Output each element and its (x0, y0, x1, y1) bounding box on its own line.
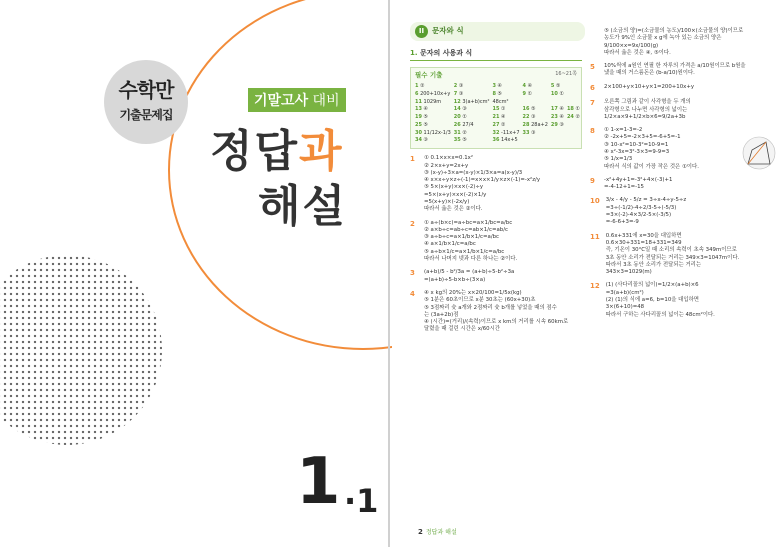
solution-number: 2 (410, 219, 415, 228)
solution-item (590, 63, 762, 78)
answer-page (392, 0, 776, 547)
unit-header (410, 22, 585, 41)
answer-key-number: 14 (453, 106, 461, 113)
answer-key-answer: ③ (457, 90, 464, 97)
answer-key-number: 24 (566, 114, 574, 121)
unit-number: II (415, 25, 428, 38)
solution-line: 3/x - 4/y - 5/z = 3÷x-4÷y-5÷z (605, 197, 687, 204)
left-solutions (410, 155, 582, 334)
answer-key-cell (415, 137, 451, 144)
answer-key-answer: ② (499, 121, 506, 128)
solution-line: 3×(6+10)=48 (605, 304, 645, 311)
solution-line: ⑤ (소금의 양)=(소금물의 농도)/100×(소금물의 양)이므로 (604, 28, 744, 34)
answer-key-cell (492, 83, 519, 90)
answer-key-number: 9 (522, 90, 527, 97)
cover-title-line2: 해설 (258, 181, 348, 232)
answer-key-cell (551, 99, 564, 106)
answer-key-answer: ④ (499, 114, 506, 121)
answer-key-number: 27 (492, 121, 500, 128)
solution-body (424, 155, 582, 213)
answer-key-answer: ⑤ (421, 114, 429, 121)
exam-tag (248, 88, 346, 112)
footer-label: 정답과 해설 (425, 528, 457, 536)
solution-item (590, 99, 762, 121)
answer-key-number: 23 (550, 114, 558, 121)
answer-key-cell (454, 114, 490, 121)
unit-title: 문자와 식 (432, 26, 464, 36)
solution-line: 1/2×a×9+1/2×b×6=9/2a+3b (604, 113, 686, 120)
answer-key-answer: ① (557, 90, 564, 97)
answer-key-answer: 200+10x+y (418, 90, 451, 97)
solution-item (590, 233, 762, 277)
exam-tag-thin: 대비 (308, 93, 340, 109)
answer-key-cell (567, 83, 580, 90)
right-solutions (590, 28, 762, 319)
answer-key-number: 28 (522, 121, 530, 128)
answer-key-cell (523, 122, 548, 129)
answer-key-number: 13 (415, 106, 422, 113)
solution-line: ⑤ a÷b×1/c=a×1/b×1/c=a/bc (424, 248, 505, 255)
answer-key-number: 34 (415, 137, 422, 144)
answer-key-number: 22 (522, 114, 530, 121)
answer-key-answer: 28a+2 (529, 121, 548, 128)
answer-key-answer: ④ (495, 83, 503, 90)
answer-key-number: 4 (522, 83, 527, 90)
solution-line: ③ (x-y)÷3×a=(x-y)×1/3×a=a(x-y)/3 (424, 169, 523, 176)
answer-key-cell (492, 91, 519, 98)
answer-key-answer: ③ (421, 137, 429, 144)
section-title (410, 49, 582, 61)
solution-body (424, 220, 582, 264)
solution-line: (1) (사다리꼴의 넓이)=1/2×(a+b)×6 (605, 282, 699, 289)
solution-line: ④ x²-3x=3²-3×3=9-9=3 (604, 149, 670, 155)
answer-key-answer: ① (526, 90, 533, 97)
answer-key-cell (551, 122, 564, 129)
answer-key-answer: 3(a+b)cm² (460, 98, 490, 105)
answer-key-answer: ② (573, 114, 580, 121)
answer-key-number: 3 (492, 83, 496, 90)
cover-title-b: 과 (299, 126, 344, 177)
answer-key-cell (415, 130, 451, 137)
solution-number: 8 (590, 127, 595, 136)
solution-line: ⑤ 3점짜리 슛 a개와 2점짜리 슛 b개를 넣었을 때의 점수 (424, 304, 557, 311)
solution-line: ③ a÷b÷c=a×1/b×1/c=a/bc (424, 234, 500, 241)
solution-line: ② -2x+5=-2×3+5=-6+5=-1 (604, 134, 681, 141)
solution-line: ④ x kg의 20%는 x×20/100=1/5x(kg) (424, 289, 522, 296)
page-number: 2 (418, 527, 423, 536)
answer-key-answer: ③ (457, 83, 464, 90)
answer-key-cell (454, 130, 490, 137)
answer-key-number: 26 (453, 121, 461, 128)
answer-key-cell (551, 114, 564, 121)
answer-key-number: 2 (453, 83, 458, 90)
answer-key-answer: ⑤ (460, 137, 467, 144)
quadrilateral-diagram (742, 136, 776, 170)
answer-key-cell (454, 122, 490, 129)
answer-key-number: 18 (566, 106, 574, 113)
answer-key-number: 21 (492, 114, 500, 121)
solution-item (590, 28, 762, 57)
solution-line: ⑤ 1분은 60초이므로 x분 30초는 (60x+30)초 (424, 297, 536, 304)
solution-number: 10 (590, 197, 600, 206)
solution-line: 삼각형으로 나누면 사각형의 넓이는 (604, 106, 688, 113)
answer-key-number: 7 (453, 90, 458, 97)
solution-line: 9/100×x=9x/100(g) (604, 42, 659, 49)
answer-key-number: 12 (453, 98, 461, 105)
answer-key-number: 25 (415, 121, 422, 128)
solution-line: ① a÷(b×c)=a÷bc=a×1/bc=a/bc (424, 219, 513, 226)
left-column (410, 22, 582, 334)
answer-key-grid (415, 83, 580, 144)
solution-line: -x²+4y+1=-3²+4×(-3)+1 (604, 176, 673, 183)
solution-line: (2) (1)의 식에 a=6, b=10을 대입하면 (605, 297, 700, 304)
answer-key-answer: ③ (529, 114, 536, 121)
answer-key-cell (415, 91, 451, 98)
solution-line: 따라서 옳은 것은 ④, ⑤이다. (604, 49, 671, 56)
solution-line: 0.6x+331에 x=30을 대입하면 (605, 232, 682, 239)
answer-key-cell (523, 106, 548, 113)
solution-number (590, 28, 598, 57)
solution-number: 3 (410, 269, 415, 278)
answer-key-cell (492, 99, 519, 106)
answer-key-number: 33 (522, 129, 530, 136)
answer-key-cell (454, 99, 490, 106)
solution-line: =-4-12+1=-15 (604, 184, 644, 191)
answer-key-cell (567, 130, 580, 137)
solution-line: 즉, 기온이 30°C일 때 소리의 속력이 초속 349m이므로 (605, 247, 737, 254)
answer-key-answer: ② (418, 83, 425, 90)
solution-number: 6 (590, 83, 595, 92)
answer-key-answer: ① (573, 106, 580, 113)
answer-key-cell (523, 130, 548, 137)
book-spine (388, 0, 390, 547)
solution-number: 9 (590, 176, 595, 185)
decorative-dot-circle (0, 255, 162, 445)
answer-key-title-b: 기출 (427, 71, 443, 80)
solution-line: 따라서 옳은 것은 ②이다. (424, 206, 483, 213)
answer-key-answer: ④ (557, 114, 564, 121)
answer-key-page-range: 16~21쪽 (555, 71, 577, 78)
solution-item (590, 197, 762, 226)
answer-key-answer: ⑤ (421, 121, 429, 128)
solution-body (606, 197, 762, 226)
answer-key-answer: ③ (529, 129, 536, 136)
answer-key-cell (523, 91, 548, 98)
answer-key-answer: ① (499, 106, 506, 113)
answer-key-cell (567, 99, 580, 106)
answer-key-number: 8 (492, 90, 496, 97)
answer-key-number: 32 (492, 129, 500, 136)
solution-body (606, 233, 762, 277)
answer-key-cell (454, 106, 490, 113)
answer-key-number: 30 (415, 129, 422, 136)
series-logo-line1: 수학만 (118, 78, 174, 102)
series-logo-badge (104, 60, 188, 144)
answer-key-answer: ② (460, 129, 467, 136)
solution-line: ③ 10-x²=10-3²=10-9=1 (604, 141, 669, 148)
solution-body (604, 28, 762, 57)
solution-line: =(a+b)÷5-b×b÷(3×a) (424, 276, 486, 283)
solution-number: 4 (410, 289, 415, 298)
solution-body (604, 99, 762, 121)
solution-body (604, 127, 762, 171)
answer-key-cell (523, 83, 548, 90)
answer-key-cell (551, 83, 564, 90)
answer-key-cell (492, 106, 519, 113)
answer-key-number: 10 (550, 90, 558, 97)
answer-key-cell (415, 106, 451, 113)
solution-line: =3×(-2)-4×3/2-5×(-3/5) (605, 212, 672, 219)
answer-key-header (415, 71, 577, 80)
solution-line: ④ (시간)=(거리)/(속력)이므로 x km의 거리를 시속 60km로 (424, 319, 569, 326)
answer-key-number: 15 (492, 106, 500, 113)
answer-key-cell (492, 122, 519, 129)
series-logo-line2: 기출문제집 (119, 108, 173, 122)
solution-item (410, 269, 582, 284)
solution-line: =-6-6+3=-9 (605, 219, 639, 226)
answer-key-cell (523, 114, 548, 121)
answer-key-number: 29 (550, 121, 558, 128)
grade-semester: ·1 (344, 482, 379, 520)
solution-line: ① 1-x=1-3=-2 (604, 127, 643, 134)
solution-line: ① 0.1×x×x=0.1x² (424, 155, 473, 162)
answer-key-number: 11 (415, 98, 422, 105)
answer-key-cell (551, 91, 564, 98)
solution-line: 따라서 3초 동안 소리가 전달되는 거리는 (605, 261, 702, 268)
right-column (590, 22, 762, 319)
answer-key-cell (454, 83, 490, 90)
solution-number: 7 (590, 99, 595, 108)
answer-key-cell (492, 137, 519, 144)
solution-number: 1 (410, 155, 415, 164)
solution-number: 11 (590, 232, 600, 241)
answer-key-answer: ③ (557, 121, 564, 128)
answer-key-cell (551, 106, 564, 113)
answer-key-title-a: 필수 (415, 71, 428, 80)
answer-key-number: 19 (415, 114, 422, 121)
answer-key-cell (567, 91, 580, 98)
solution-line: (a+b)/5 - b²/3a = (a+b)÷5-b²÷3a (424, 269, 515, 276)
answer-key-cell (567, 114, 580, 121)
solution-number: 12 (590, 282, 600, 291)
answer-key-cell (523, 99, 548, 106)
solution-item (590, 84, 762, 93)
solution-body (424, 269, 582, 284)
answer-key-answer: ④ (557, 106, 564, 113)
answer-key-cell (492, 130, 519, 137)
solution-line: ⑤ 5×(x+y)×x×(-2)÷y (424, 184, 484, 191)
solution-line: 는 (3a+2b)점 (424, 311, 459, 318)
solution-line: 농도가 9%인 소금물 x g에 녹아 있는 소금의 양은 (604, 35, 722, 42)
answer-key-number: 5 (550, 83, 555, 90)
solution-line: =3÷(-1/2)-4÷2/3-5÷(-5/3) (605, 204, 677, 211)
answer-key-answer: 27/4 (460, 121, 474, 128)
answer-key-answer: ⑤ (495, 90, 503, 97)
answer-key-answer: 48cm² (492, 98, 509, 105)
solution-line: 0.6×30+331=18+331=349 (605, 239, 682, 246)
answer-key-answer: 14x+5 (499, 137, 518, 144)
answer-key-answer: ④ (526, 83, 533, 90)
answer-key-cell (415, 122, 451, 129)
solution-line: 달렸을 때 걸린 시간은 x/60시간 (424, 326, 501, 333)
solution-item (590, 282, 762, 318)
solution-number: 5 (590, 63, 595, 72)
answer-key-answer: 11/12x-1/3 (421, 129, 451, 136)
solution-line: =5(x+y)×(-2x/y) (424, 198, 470, 205)
answer-key-box (410, 67, 582, 149)
answer-key-number: 6 (415, 90, 419, 97)
page-footer (418, 528, 457, 537)
answer-key-cell (523, 137, 548, 144)
solution-line: ② a×b÷c=ab÷c=ab×1/c=ab/c (424, 226, 508, 233)
answer-key-number: 31 (453, 129, 461, 136)
solution-item (410, 290, 582, 334)
solution-item (590, 127, 762, 171)
answer-key-cell (567, 137, 580, 144)
solution-line: ⑤ 1/x=1/3 (604, 156, 633, 163)
solution-line: 따라서 식의 값이 가장 작은 것은 ①이다. (604, 163, 699, 170)
answer-key-answer: ⑤ (529, 106, 536, 113)
solution-body (604, 177, 762, 192)
cover-title-a: 정답 (210, 126, 300, 177)
grade-number: 1 (296, 445, 341, 519)
answer-key-cell (567, 122, 580, 129)
answer-key-number: 1 (415, 83, 419, 90)
answer-key-cell (454, 137, 490, 144)
answer-key-number: 35 (453, 137, 461, 144)
solution-line: 따라서 구하는 사다리꼴의 넓이는 48cm²이다. (605, 311, 715, 318)
answer-key-answer: ③ (460, 106, 467, 113)
solution-line: ④ x×x÷y×z÷(-1)=x×x×1/y×z×(-1)=-x²z/y (424, 177, 541, 184)
answer-key-cell (567, 106, 580, 113)
answer-key-cell (415, 114, 451, 121)
answer-key-number: 20 (453, 114, 461, 121)
solution-item (410, 220, 582, 264)
answer-key-cell (551, 137, 564, 144)
answer-key-answer: -11x+7 (499, 129, 520, 136)
answer-key-number: 16 (522, 106, 530, 113)
solution-item (410, 155, 582, 213)
solution-body (604, 84, 762, 93)
solution-line: =5×(x+y)×x×(-2)×1/y (424, 191, 487, 198)
section-number: 1. (410, 49, 418, 57)
solution-line: 343×3=1029(m) (605, 269, 652, 276)
solution-line: 2×100+y×10+y×1=200+10x+y (604, 83, 695, 90)
answer-key-number: 17 (550, 106, 558, 113)
solution-line: =3(a+b)(cm²) (605, 289, 644, 296)
solution-item (590, 177, 762, 192)
solution-line: ④ a×1/b×1/c=a/bc (424, 241, 476, 248)
answer-key-cell (454, 91, 490, 98)
solution-line: ② 2×x+y=2x+y (424, 162, 469, 169)
solution-body (604, 63, 762, 78)
solution-body (606, 282, 762, 318)
solution-line: 3초 동안 소리가 전달되는 거리는 349×3=1047m이다. (605, 254, 740, 261)
answer-key-cell (415, 99, 451, 106)
solution-body (424, 290, 582, 334)
answer-key-cell (415, 83, 451, 90)
answer-key-answer: 1029m (421, 98, 442, 105)
section-title-text: 문자의 사용과 식 (419, 49, 473, 57)
answer-key-cell (492, 114, 519, 121)
answer-key-cell (551, 130, 564, 137)
exam-tag-bold: 기말고사 (254, 93, 309, 109)
solution-line: 10%씩에 a원인 연필 한 자루의 가격은 a/10원이므로 b원을 (604, 63, 746, 70)
solution-line: 오른쪽 그림과 같이 사각형을 두 개의 (604, 99, 691, 106)
answer-key-answer: ① (460, 114, 467, 121)
solution-line: 따라서 나머지 넷과 다른 하나는 ②이다. (424, 256, 518, 263)
solution-line: 냈을 때의 거스름돈은 (b-a/10)원이다. (604, 70, 695, 77)
answer-key-answer: ④ (421, 106, 429, 113)
answer-key-title (415, 71, 442, 80)
answer-key-answer: ⑤ (554, 83, 561, 90)
answer-key-number: 36 (492, 137, 500, 144)
